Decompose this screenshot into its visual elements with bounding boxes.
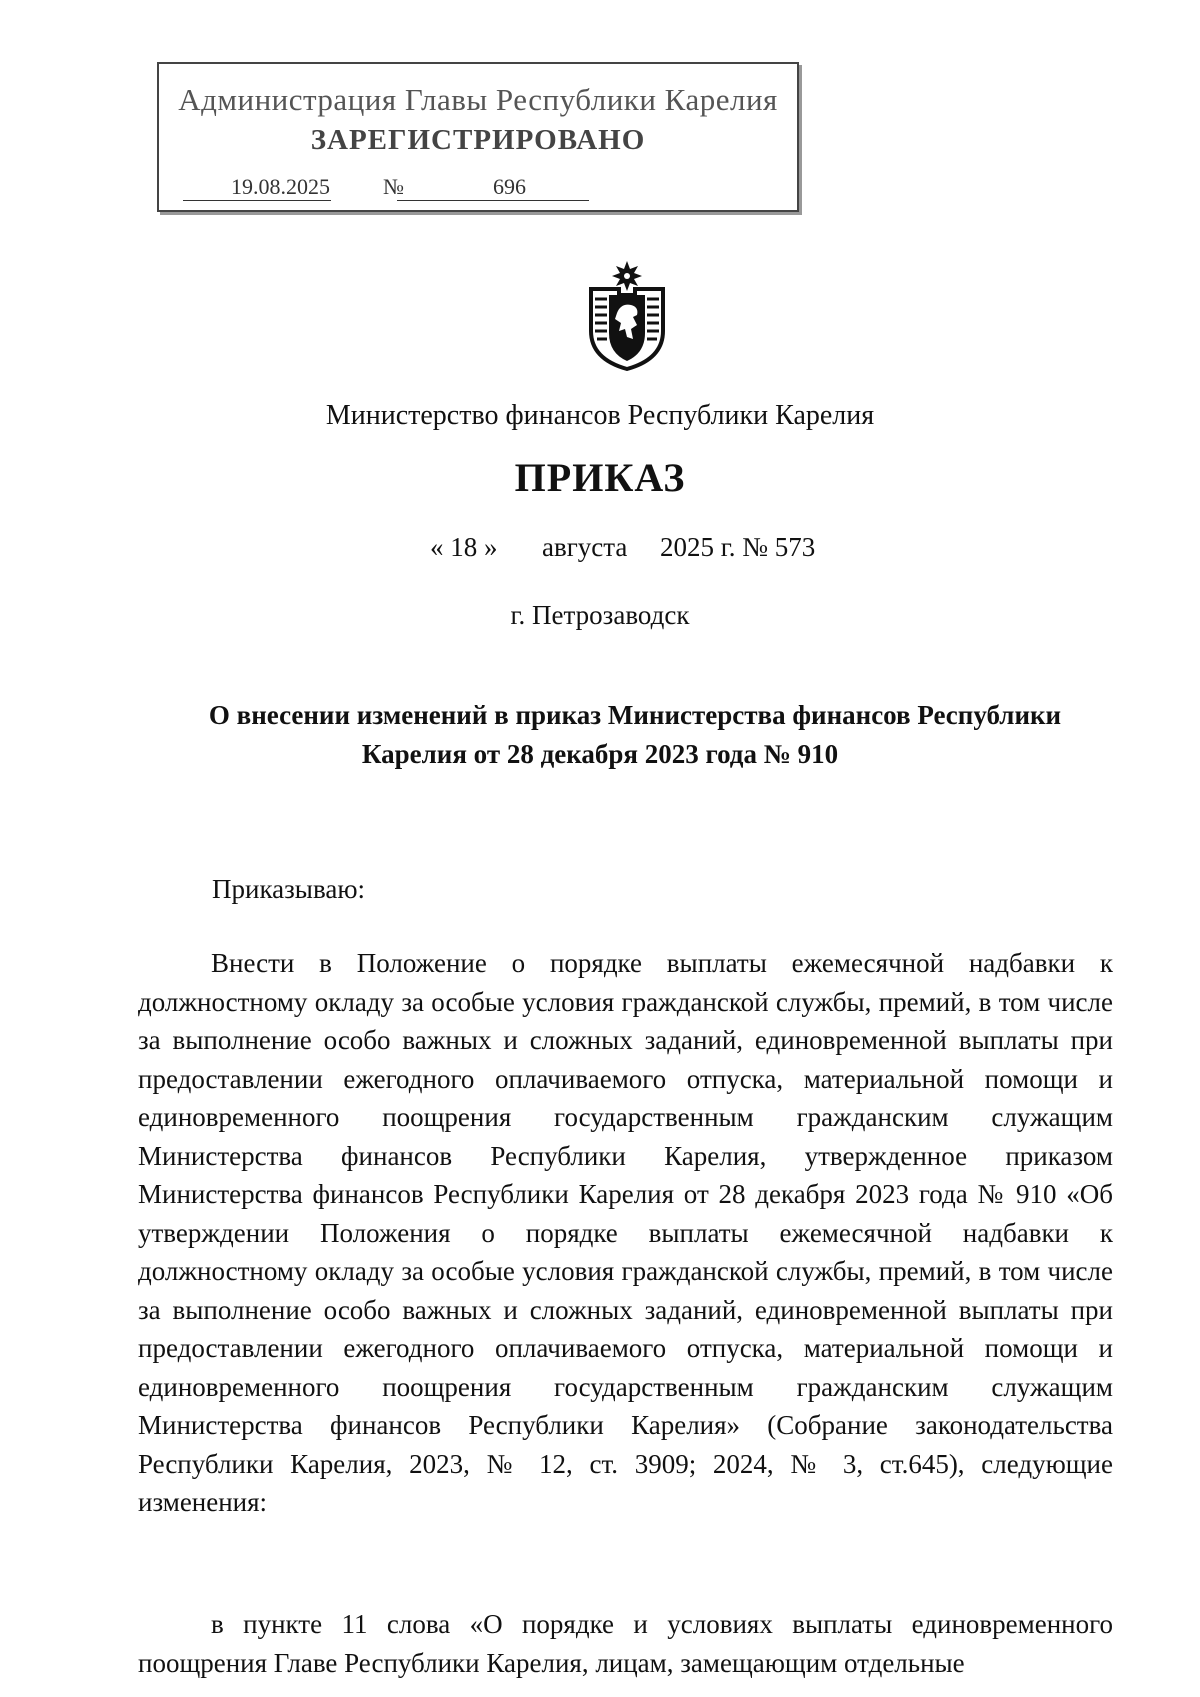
title-line-1: О внесении изменений в приказ Министерства финансов Республики (208, 700, 1062, 730)
order-day: « 18 » (430, 532, 498, 562)
body-paragraph-2: в пункте 11 слова «О порядке и условиях выплаты единовременного поощрения Главе Республики Карелия, лицам, замещающим отдельные (138, 1609, 1113, 1678)
stamp-number: 696 (493, 174, 526, 199)
order-month: августа (542, 532, 628, 562)
order-word: Приказываю: (212, 874, 365, 904)
stamp-date: 19.08.2025 (231, 174, 330, 199)
registration-stamp (157, 62, 799, 212)
stamp-date-underline (183, 200, 331, 201)
document-title (0, 696, 1200, 774)
stamp-number-sign: № (383, 174, 404, 199)
title-line-2: Карелия от 28 декабря 2023 года № 910 (361, 739, 839, 769)
stamp-administration: Администрация Главы Республики Карелия (178, 82, 778, 117)
city: г. Петрозаводск (510, 600, 690, 630)
document-type: ПРИКАЗ (514, 455, 686, 500)
stamp-number-underline (397, 200, 589, 201)
body-paragraph-1: Внести в Положение о порядке выплаты ежемесячной надбавки к должностному окладу за особые условия гражданской службы, премий, в том числе за выполнение особо важных и сложных заданий, единовременной выплаты при предоставлении ежегодного оплачиваемого отпуска, материальной помощи и единовременного поощрения государственным гражданским служащим Министерства финансов Республики Карелия, утвержденное приказом Министерства финансов Республики Карелия от 28 декабря 2023 года № 910 «Об утверждении Положения о порядке выплаты ежемесячной надбавки к должностному окладу за особые условия гражданской службы, премий, в том числе за выполнение особо важных и сложных заданий, единовременной выплаты при предоставлении ежегодного оплачиваемого отпуска, материальной помощи и единовременного поощрения государственным гражданским служащим Министерства финансов Республики Карелия» (Собрание законодательства Республики Карелия, 2023, № 12, ст. 3909; 2024, № 3, ст.645), следующие изменения: (138, 948, 1113, 1517)
stamp-registered: ЗАРЕГИСТРИРОВАНО (310, 124, 646, 156)
karelia-coat-of-arms-icon (581, 259, 673, 371)
order-year-number: 2025 г. № 573 (660, 532, 816, 562)
ministry-name: Министерство финансов Республики Карелия (325, 400, 875, 431)
